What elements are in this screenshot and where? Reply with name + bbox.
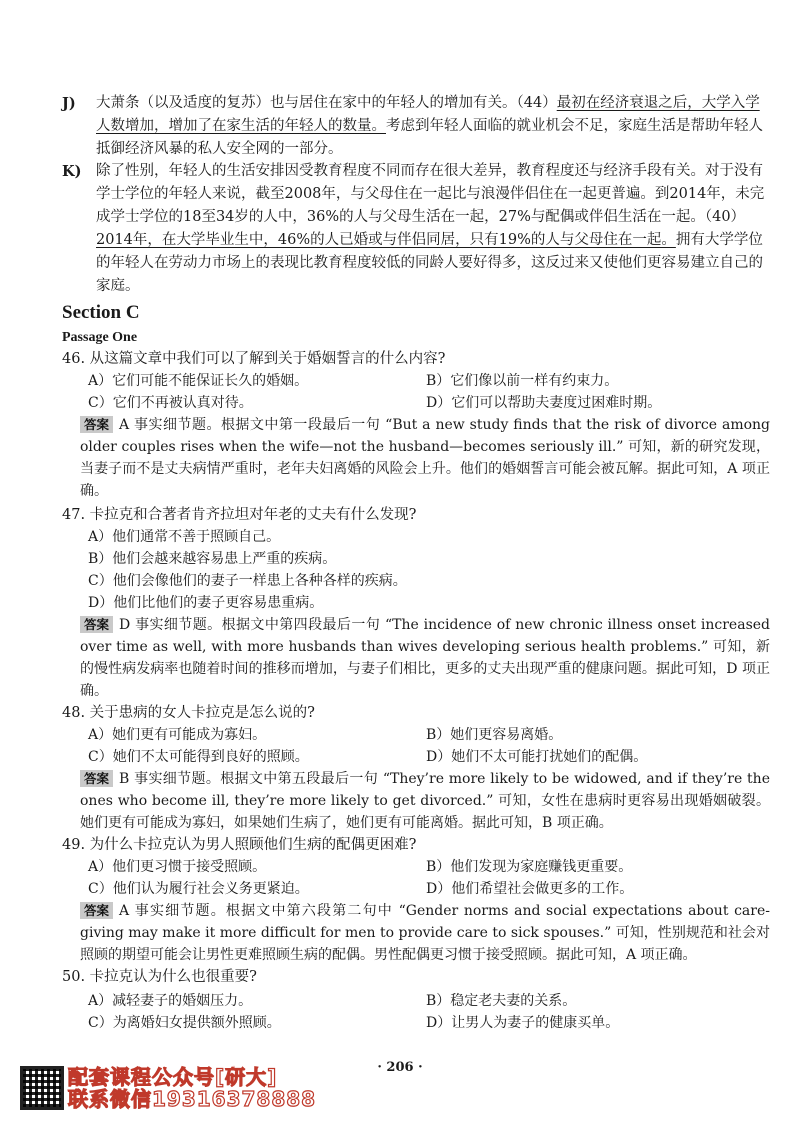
option: A）他们通常不善于照顾自己。 [88, 529, 281, 545]
paragraph-k [62, 160, 772, 298]
option: B）她们更容易离婚。 [426, 727, 563, 743]
question-47-options [88, 526, 778, 614]
question-47-answer: 答案 D 事实细节题。根据文中第四段最后一句 “The incidence of new chronic illness onset increased over time as well, with more husbands than wives developing serious health problems.” 可知，新的慢性病发病率也随着时间的推移而增加，与妻子们相比，更多的丈夫出现严重的健康问题。据此可知，D 项正确。 [80, 617, 770, 699]
paragraph-j [62, 92, 772, 161]
answer-badge: 答案 [80, 616, 113, 633]
section-title: Section C [62, 302, 140, 323]
question-46-options [88, 370, 778, 414]
option: D）它们可以帮助夫妻度过困难时期。 [426, 395, 662, 411]
underlined-sentence: 2014年，在大学毕业生中，46%的人已婚或与伴侣同居，只有19%的人与父母住在一起。 [96, 232, 676, 248]
option: A）他们更习惯于接受照顾。 [88, 859, 267, 875]
qr-code-icon [20, 1066, 64, 1110]
option: C）他们认为履行社会义务更紧迫。 [88, 881, 309, 897]
option: D）他们希望社会做更多的工作。 [426, 881, 634, 897]
answer-badge: 答案 [80, 416, 113, 433]
option: C）他们会像他们的妻子一样患上各种各样的疾病。 [88, 573, 407, 589]
question-48-options [88, 724, 778, 768]
page-number: · 206 · [377, 1060, 423, 1075]
underlined-sentence: 最初在经济衰退之后，大学入学人数增加，增加了在家生活的年轻人的数量。 [96, 95, 760, 134]
paragraph-tag: K) [62, 163, 82, 180]
question-49-answer: 答案 A 事实细节题。根据文中第六段第二句中 “Gender norms and social expectations about care-giving may make it more difficult for men to provide care to sick spouses.” 可知，性别规范和社会对照顾的期望可能会让男性更难照顾生病的配偶。男性配偶更习惯于接受照顾。据此可知，A 项正确。 [80, 903, 770, 963]
question-48-answer: 答案 B 事实细节题。根据文中第五段最后一句 “They’re more likely to be widowed, and if they’re the ones who become ill, they’re more likely to get divorced.” 可知，女性在患病时更容易出现婚姻破裂。她们更有可能成为寡妇，如果她们生病了，她们更有可能离婚。据此可知，B 项正确。 [80, 771, 770, 831]
answer-badge: 答案 [80, 770, 113, 787]
watermark-text: 配套课程公众号[研大] 联系微信19316378888 [68, 1065, 317, 1111]
answer-badge: 答案 [80, 902, 113, 919]
option: D）她们不太可能打扰她们的配偶。 [426, 749, 648, 765]
watermark [20, 1066, 316, 1110]
question-46-answer: 答案 A 事实细节题。根据文中第一段最后一句 “But a new study finds that the risk of divorce among older couples rises when the wife—not the husband—becomes seriously ill.” 可知，新的研究发现，当妻子而不是丈夫病情严重时，老年夫妇离婚的风险会上升。他们的婚姻誓言可能会被瓦解。据此可知，A 项正确。 [80, 417, 770, 499]
paragraph-text: 除了性别，年轻人的生活安排因受教育程度不同而存在很大差异，教育程度还与经济手段有关。对于没有学士学位的年轻人来说，截至2008年，与父母住在一起比与浪漫伴侣住在一起更普遍。到2014年，未完成学士学位的18至34岁的人中，36%的人与父母生活在一起，27%与配偶或伴侣生活在一起。（40）2014年，在大学毕业生中，46%的人已婚或与伴侣同居，只有19%的人与父母住在一起。拥有大学学位的年轻人在劳动力市场上的表现比教育程度较低的同龄人要好得多，这反过来又使他们更容易建立自己的家庭。 [96, 163, 765, 294]
option: B）稳定老夫妻的关系。 [426, 993, 577, 1009]
question-49-options [88, 856, 778, 900]
passage-title: Passage One [62, 330, 138, 345]
option: D）让男人为妻子的健康买单。 [426, 1015, 620, 1031]
paragraph-tag: J) [62, 95, 76, 112]
option: A）它们可能不能保证长久的婚姻。 [88, 373, 309, 389]
option: B）他们发现为家庭赚钱更重要。 [426, 859, 633, 875]
question-46-stem: 46. 从这篇文章中我们可以了解到关于婚姻誓言的什么内容? [62, 351, 446, 367]
question-49-stem: 49. 为什么卡拉克认为男人照顾他们生病的配偶更困难? [62, 837, 417, 853]
option: C）它们不再被认真对待。 [88, 395, 253, 411]
option: B）他们会越来越容易患上严重的疾病。 [88, 551, 337, 567]
option: A）减轻妻子的婚姻压力。 [88, 993, 253, 1009]
option: C）为离婚妇女提供额外照顾。 [88, 1015, 281, 1031]
question-48-stem: 48. 关于患病的女人卡拉克是怎么说的? [62, 705, 315, 721]
option: A）她们更有可能成为寡妇。 [88, 727, 267, 743]
question-50-stem: 50. 卡拉克认为什么也很重要? [62, 969, 257, 985]
option: B）它们像以前一样有约束力。 [426, 373, 619, 389]
paragraph-text: 大萧条（以及适度的复苏）也与居住在家中的年轻人的增加有关。（44）最初在经济衰退之后，大学入学人数增加，增加了在家生活的年轻人的数量。考虑到年轻人面临的就业机会不足，家庭生活是帮助年轻人抵御经济风暴的私人安全网的一部分。 [96, 95, 763, 157]
question-50-options [88, 990, 778, 1034]
question-47-stem: 47. 卡拉克和合著者肯齐拉坦对年老的丈夫有什么发现? [62, 507, 417, 523]
option: D）他们比他们的妻子更容易患重病。 [88, 595, 324, 611]
option: C）她们不太可能得到良好的照顾。 [88, 749, 309, 765]
